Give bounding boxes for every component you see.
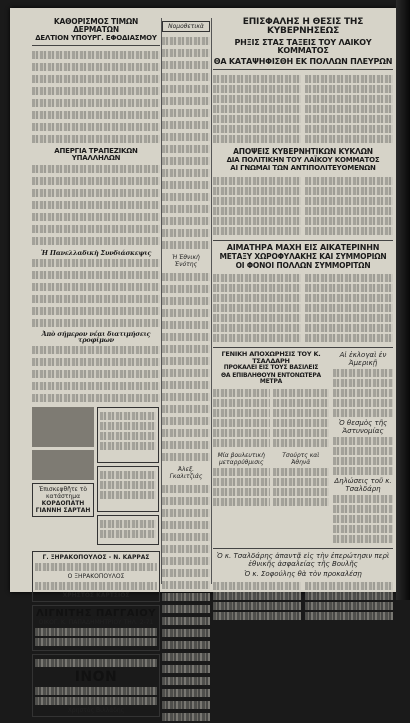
headline-national-unity: Ἡ Ἐθνικὴ Ἑνότης: [172, 254, 200, 268]
headline-prices-hides: ΚΑΘΟΡΙΣΜΟΣ ΤΙΜΩΝ ΔΕΡΜΑΤΩΝ: [53, 17, 139, 34]
lower-left: [213, 351, 329, 545]
lower-subarticles: [213, 452, 329, 508]
divider: [32, 45, 160, 46]
headline-american-elections: Αἱ ἐκλογαὶ ἐν Ἀμερικῇ: [339, 350, 387, 367]
ad-store-name: ΚΟΡΔΟΠΑΤΗ: [41, 500, 85, 508]
headline-government-circles: ΑΠΟΨΕΙΣ ΚΥΒΕΡΝΗΤΙΚΩΝ ΚΥΚΛΩΝ: [233, 147, 373, 157]
article-body-mid-3: [162, 483, 210, 723]
ad-coffee: [32, 551, 160, 602]
headline-peoples-party-policy: ΔΙΑ ΠΟΛΙΤΙΚΗΝ ΤΟΥ ΛΑΪΚΟΥ ΚΟΜΜΑΤΟΣ: [226, 155, 380, 164]
headline-churchill: Τσούρτς καὶ Ἀθηνᾶ: [282, 452, 320, 467]
headline-sofoulis: Ὁ κ. Σοφούλης θὰ τὸν προκαλέσῃ: [244, 569, 362, 578]
ad-lignite-subtitle: ΟΙΚΟΓ. Κ. ΠΑΠΑΔΗΜΗΤΡΙΟΥ ΤΗΛ. 2-71: [38, 619, 154, 627]
ad-store-header: Ἐπισκεφθῆτε τὸ κατάστημα: [39, 486, 87, 501]
headline-kings: ΠΡΟΚΑΛΕΙ ΕΙΣ ΤΟΥΣ ΒΑΣΙΛΕΙΣ: [223, 364, 319, 372]
ad-coffee-seller: ΧΡΗΣΤΟΣ ΚΑΡΤΣΙΟΣ: [62, 592, 130, 600]
ad-column-left: [32, 404, 94, 548]
headline-tsaldaris-answers: Ὁ κ. Τσαλδάρης ἀπαντᾷ εἰς τὴν ἐπερώτησιν περὶ ἐθνικῆς ἀσφαλείας τῆς Βουλῆς: [216, 551, 390, 568]
ad-coffee-title: Γ. ΞΗΡΑΚΟΠΟΥΛΟΣ - Ν. ΚΑΡΡΑΣ: [42, 554, 150, 562]
headline-killed-bandits: ΟΙ ΦΟΝΟΙ ΠΟΛΛΩΝ ΣΥΜΜΟΡΙΤΩΝ: [235, 260, 371, 270]
article-body-3: [32, 257, 160, 329]
article-body-mid-1: [162, 35, 210, 251]
ad-box: [97, 515, 159, 545]
column-divider-2: [211, 18, 212, 584]
headline-byline: Ἀλεξ. Γκαλιτζιάς: [169, 466, 203, 480]
headline-bank-strike: ΑΠΕΡΓΙΑ ΤΡΑΠΕΖΙΚΩΝ ΥΠΑΛΛΗΛΩΝ: [54, 147, 138, 163]
article-body-final: [213, 580, 393, 622]
article-body-opposition: [213, 175, 393, 237]
section-label-legislative: Νομοθετικὰ: [168, 23, 204, 30]
ad-column-right: [97, 404, 159, 548]
section-label-box: [162, 21, 210, 32]
article-body-2: [32, 163, 160, 247]
article-body-1: [32, 49, 160, 145]
ad-image-block: [32, 407, 94, 447]
ad-inon-footer: Χρηστὸς Βιλλάδης: [67, 707, 125, 715]
headline-bloody-battle: ΑΙΜΑΤΗΡΑ ΜΑΧΗ ΕΙΣ ΑΙΚΑΤΕΡΙΝΗΝ: [226, 242, 380, 252]
headline-police: Ὁ θεσμὸς τῆς Ἀστυνομίας: [338, 418, 388, 435]
lower-section: [213, 351, 393, 545]
ad-store: [32, 483, 94, 517]
ad-inon-title: ΙΝΟΝ: [74, 669, 118, 686]
ad-box: [97, 466, 159, 512]
newspaper-page: [10, 8, 396, 715]
ads-grid: [32, 404, 160, 548]
headline-tsaldaris-withdrawal: ΓΕΝΙΚΗ ΑΠΟΧΩΡΗΣΙΣ ΤΟΥ Κ. ΤΣΑΛΔΑΡΗ: [221, 349, 321, 365]
article-body-battle: [213, 272, 393, 344]
headline-conference: Ἡ Πανελλαδικὴ Συνδιάσκεψις: [40, 248, 152, 257]
ad-inon: [32, 654, 160, 717]
ad-image-block: [32, 450, 94, 480]
ad-box: [97, 407, 159, 463]
scan-edge: [396, 0, 410, 600]
main-article-body: [213, 73, 393, 145]
headline-statements: Δηλώσεις τοῦ κ. Τσαλδάρη: [334, 476, 392, 493]
headline-reform: Μία βουλευτικὴ μεταρρύθμισις: [217, 452, 265, 467]
headline-opposition-views: ΑΙ ΓΝΩΜΑΙ ΤΩΝ ΑΝΤΙΠΟΛΙΤΕΥΟΜΕΝΩΝ: [230, 164, 376, 173]
lower-right: [333, 351, 393, 545]
headline-ministry-bulletin: ΔΕΛΤΙΟΝ ΥΠΟΥΡΓ. ΕΦΟΔΙΑΣΜΟΥ: [35, 33, 157, 42]
middle-column: [162, 18, 210, 584]
headline-gendarmerie: ΜΕΤΑΞΥ ΧΩΡΟΦΥΛΑΚΗΣ ΚΑΙ ΣΥΜΜΟΡΙΩΝ: [219, 252, 387, 261]
main-headline-vote: ΘΑ ΚΑΤΑΨΗΦΙΣΘΗ ΕΚ ΠΟΛΛΩΝ ΠΛΕΥΡΩΝ: [213, 56, 393, 66]
main-headline-government: ΕΠΙΣΦΑΛΗΣ Η ΘΕΣΙΣ ΤΗΣ ΚΥΒΕΡΝΗΣΕΩΣ: [242, 17, 364, 37]
right-column: [213, 18, 393, 584]
main-headline-rupture: ΡΗΞΙΣ ΣΤΑΣ ΤΑΞΕΙΣ ΤΟΥ ΛΑΙΚΟΥ ΚΟΜΜΑΤΟΣ: [234, 37, 372, 56]
ad-lignite: [32, 605, 160, 651]
article-body-mid-2: [162, 271, 210, 463]
ad-coffee-maker: Ο ΞΗΡΑΚΟΠΟΥΛΟΣ: [67, 573, 125, 581]
headline-price-controls: Ἀπὸ σήμερον νέαι διατιμήσεις τροφίμων: [41, 329, 151, 345]
ad-store-owner: ΓΙΑΝΝΗ ΣΑΡΤΑΗ: [35, 507, 91, 515]
ad-lignite-title: ΛΙΓΝΙΤΗΣ ΠΑΓΓΑΙΟΥ: [36, 608, 156, 620]
article-body-lower: [213, 387, 329, 449]
left-column: [32, 17, 160, 715]
headline-measures: ΘΑ ΕΠΙΒΛΗΘΟΥΝ ΕΝΤΟΝΩΤΕΡΑ ΜΕΤΡΑ: [221, 371, 321, 385]
article-body-4: [32, 344, 160, 404]
